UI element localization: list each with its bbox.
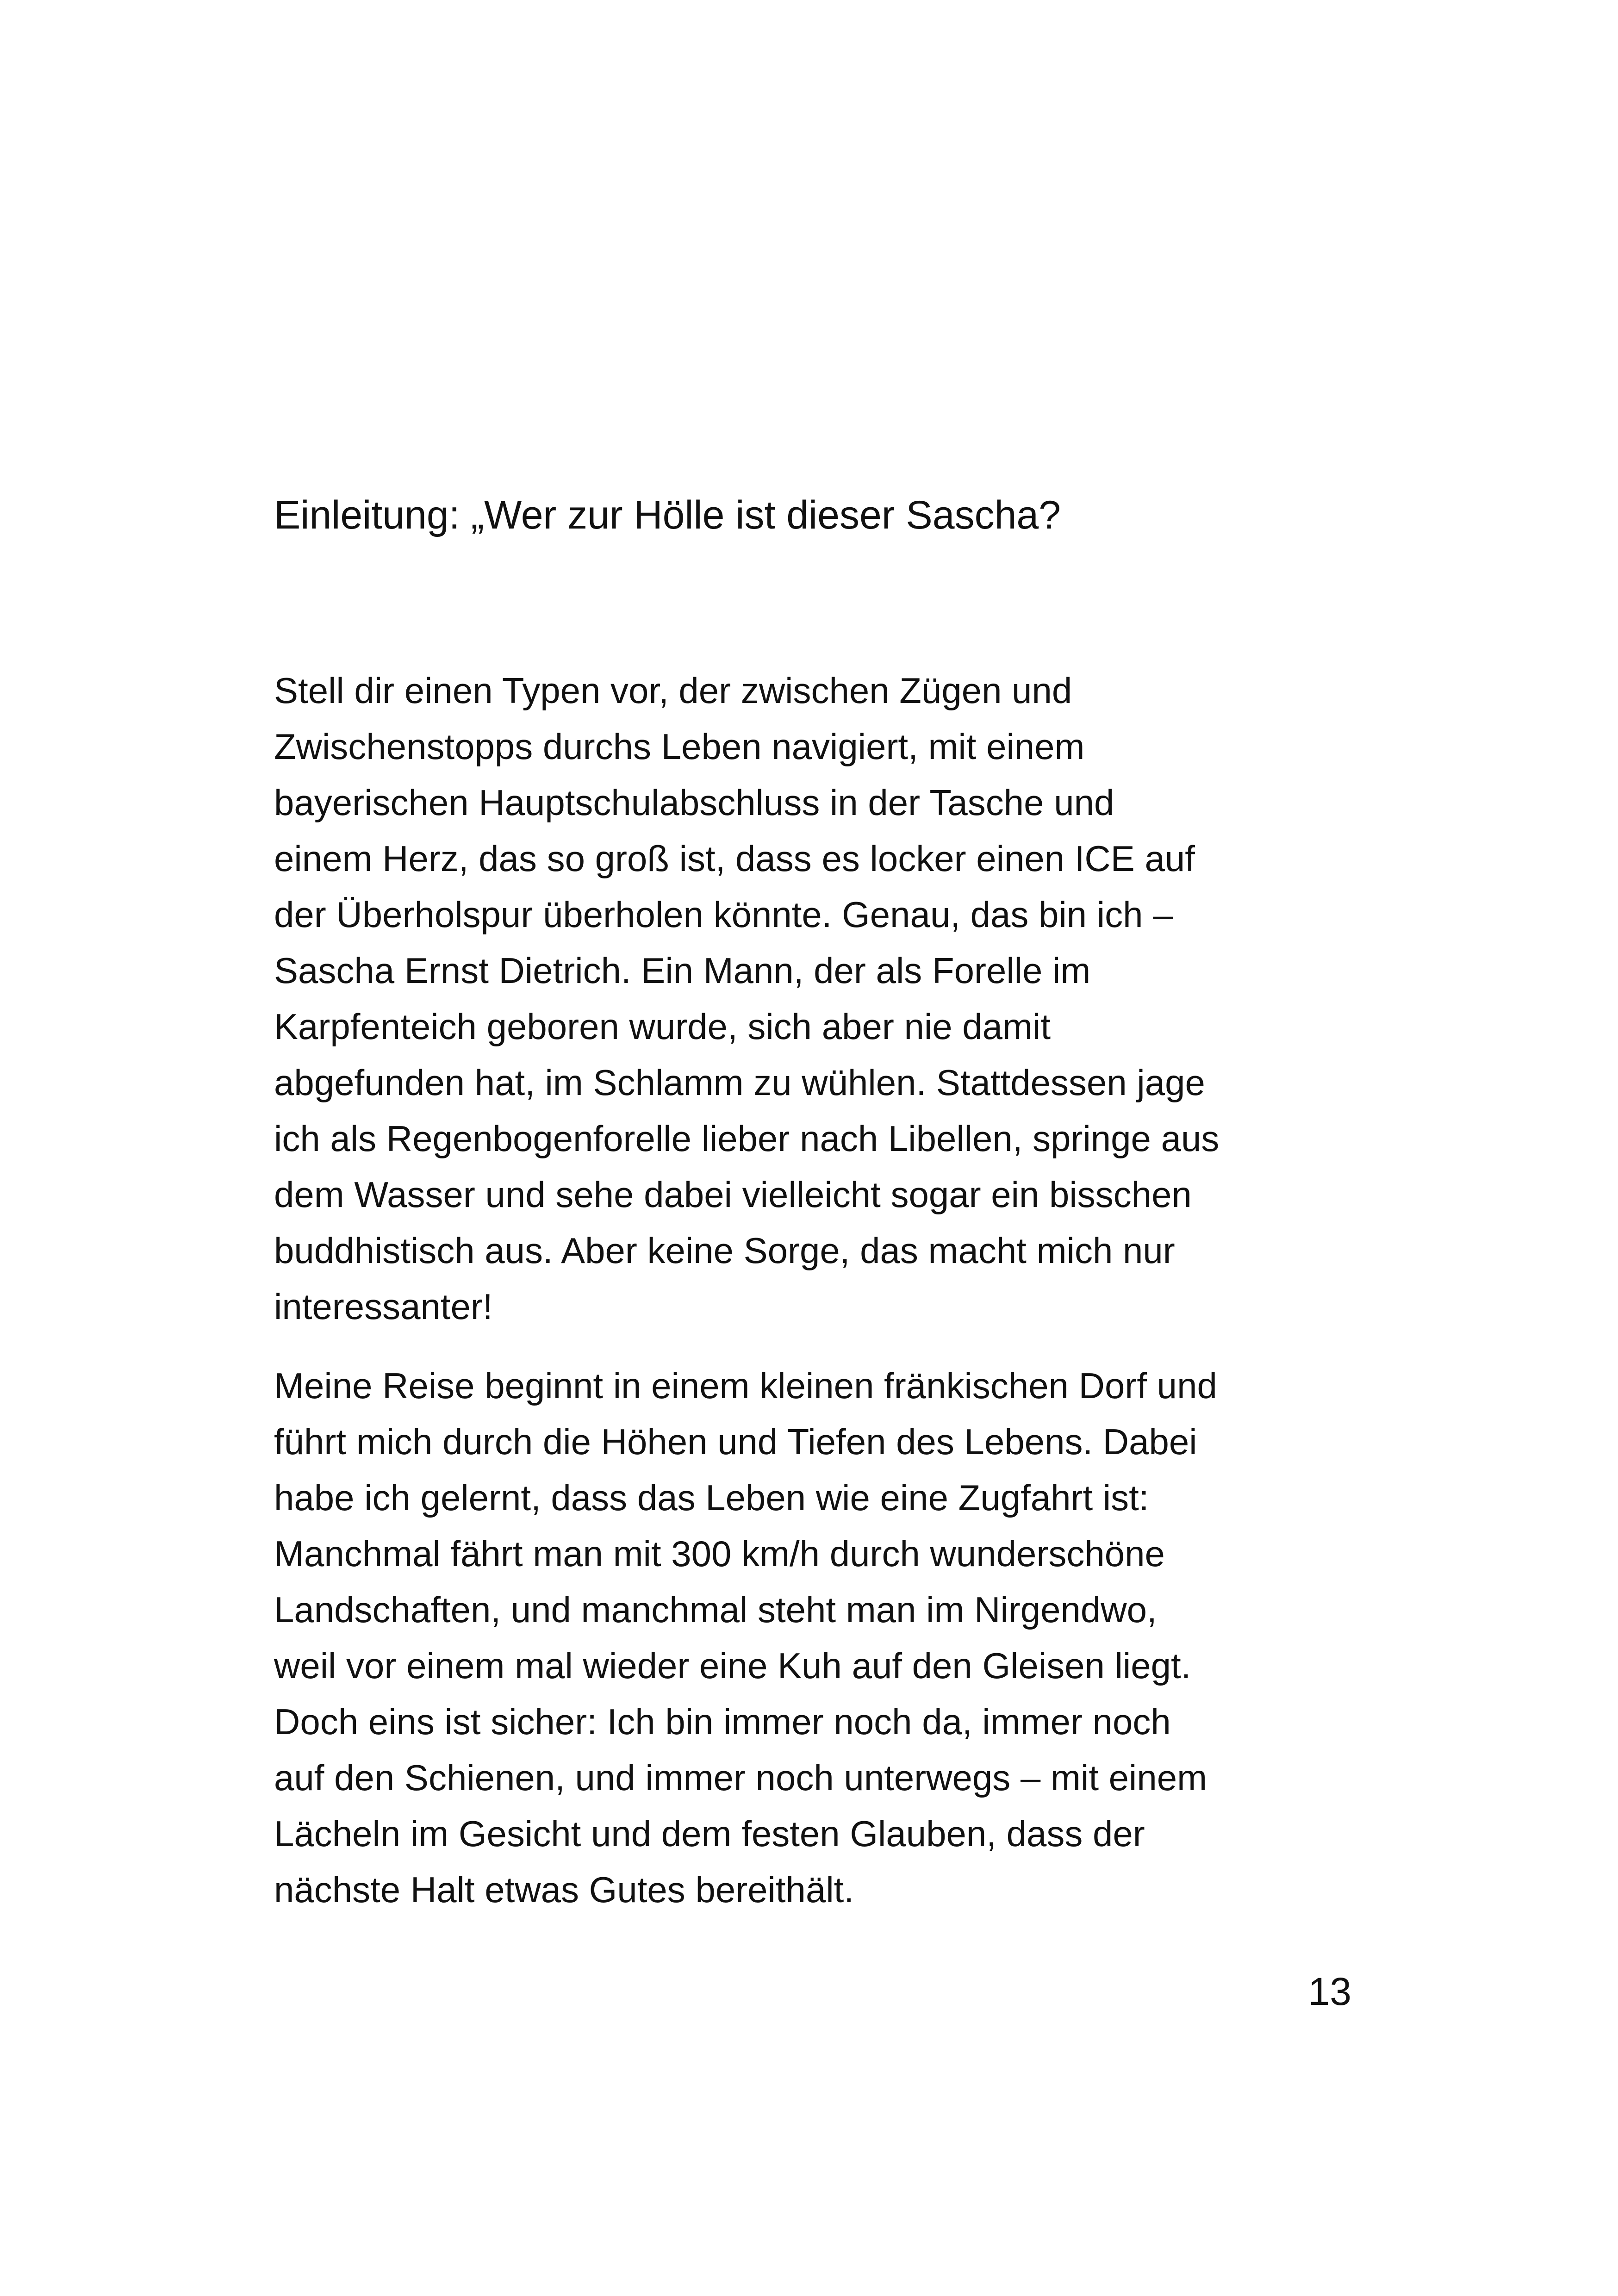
text-line: der Überholspur überholen könnte. Genau, das bin ich – — [274, 894, 1173, 935]
text-line: Doch eins ist sicher: Ich bin immer noch da, immer noch — [274, 1701, 1171, 1742]
text-line: interessanter! — [274, 1286, 493, 1327]
text-line: Meine Reise beginnt in einem kleinen fränkischen Dorf und — [274, 1365, 1217, 1406]
text-line: habe ich gelernt, dass das Leben wie eine Zugfahrt ist: — [274, 1477, 1149, 1518]
text-line: Manchmal fährt man mit 300 km/h durch wunderschöne — [274, 1533, 1165, 1574]
text-line: Zwischenstopps durchs Leben navigiert, mit einem — [274, 726, 1085, 767]
text-line: Karpfenteich geboren wurde, sich aber nie damit — [274, 1006, 1051, 1047]
text-line: auf den Schienen, und immer noch unterwegs – mit einem — [274, 1757, 1207, 1798]
paragraph-1 — [274, 663, 1357, 1335]
text-line: Sascha Ernst Dietrich. Ein Mann, der als Forelle im — [274, 950, 1091, 991]
text-line: Landschaften, und manchmal steht man im Nirgendwo, — [274, 1589, 1157, 1630]
paragraph-spacing — [274, 1335, 1357, 1358]
text-line: weil vor einem mal wieder eine Kuh auf den Gleisen liegt. — [274, 1645, 1191, 1686]
text-line: bayerischen Hauptschulabschluss in der Tasche und — [274, 782, 1114, 823]
text-line: buddhistisch aus. Aber keine Sorge, das macht mich nur — [274, 1230, 1175, 1271]
text-line: nächste Halt etwas Gutes bereithält. — [274, 1869, 854, 1910]
text-line: einem Herz, das so groß ist, dass es locker einen ICE auf — [274, 838, 1195, 879]
text-line: dem Wasser und sehe dabei vielleicht sogar ein bisschen — [274, 1174, 1192, 1215]
text-line: führt mich durch die Höhen und Tiefen des Lebens. Dabei — [274, 1421, 1197, 1462]
text-line: Lächeln im Gesicht und dem festen Glauben, dass der — [274, 1813, 1145, 1854]
text-line: abgefunden hat, im Schlamm zu wühlen. Stattdessen jage — [274, 1062, 1205, 1103]
body-text — [274, 663, 1357, 1918]
page-number: 13 — [1308, 1970, 1351, 2013]
text-line: ich als Regenbogenforelle lieber nach Libellen, springe aus — [274, 1118, 1220, 1159]
text-line: Stell dir einen Typen vor, der zwischen Zügen und — [274, 670, 1072, 711]
paragraph-2 — [274, 1358, 1357, 1918]
chapter-title: Einleitung: „Wer zur Hölle ist dieser Sascha? — [274, 493, 1061, 537]
